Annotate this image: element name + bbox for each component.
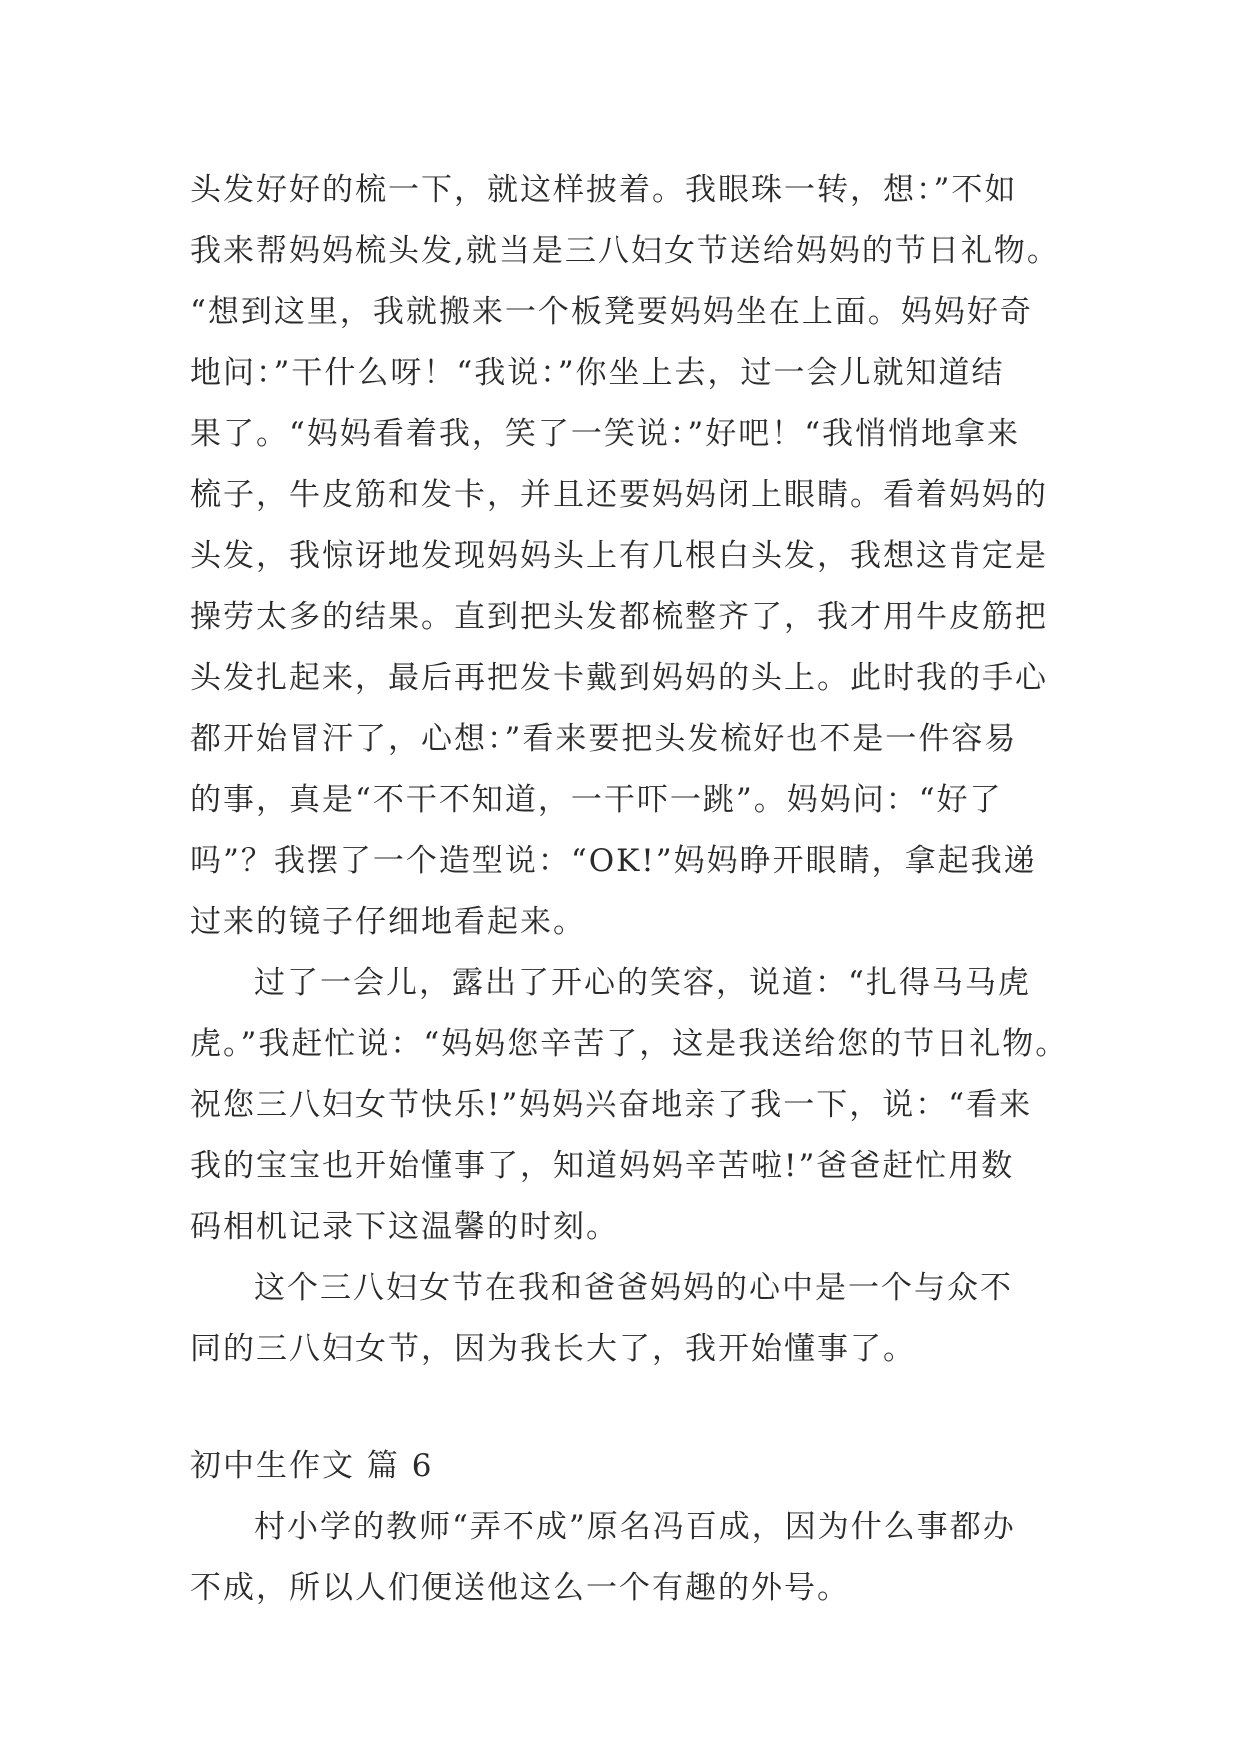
- text-line: 吗”？我摆了一个造型说：“OK!”妈妈睁开眼睛，拿起我递: [190, 843, 1037, 879]
- text-line: 梳子，牛皮筋和发卡，并且还要妈妈闭上眼睛。看着妈妈的: [190, 477, 1048, 513]
- text-line: 不成，所以人们便送他这么一个有趣的外号。: [190, 1570, 850, 1606]
- text-line: 我来帮妈妈梳头发,就当是三八妇女节送给妈妈的节日礼物。: [190, 233, 1060, 269]
- text-line: 我的宝宝也开始懂事了，知道妈妈辛苦啦!”爸爸赶忙用数: [190, 1148, 1015, 1184]
- text-line: 这个三八妇女节在我和爸爸妈妈的心中是一个与众不: [254, 1270, 1013, 1306]
- text-line: 果了。“妈妈看着我，笑了一笑说：”好吧！“我悄悄地拿来: [190, 416, 1021, 452]
- text-line: 同的三八妇女节，因为我长大了，我开始懂事了。: [190, 1331, 916, 1367]
- section-heading: 初中生作文 篇 6: [190, 1448, 434, 1484]
- text-line: 过了一会儿，露出了开心的笑容，说道：“扎得马马虎: [254, 965, 1031, 1001]
- text-line: 过来的镜子仔细地看起来。: [190, 904, 586, 940]
- text-line: 都开始冒汗了，心想：”看来要把头发梳好也不是一件容易: [190, 721, 1018, 757]
- paragraph-3: [190, 1258, 1090, 1380]
- text-line: 祝您三八妇女节快乐!”妈妈兴奋地亲了我一下，说：“看来: [190, 1087, 1033, 1123]
- text-line: 头发扎起来，最后再把发卡戴到妈妈的头上。此时我的手心: [190, 660, 1048, 696]
- text-line: 村小学的教师“弄不成”原名冯百成，因为什么事都办: [254, 1509, 1016, 1545]
- paragraph-2: [190, 953, 1090, 1258]
- text-line: “想到这里，我就搬来一个板凳要妈妈坐在上面。妈妈好奇: [190, 294, 1033, 330]
- text-line: 虎。”我赶忙说：“妈妈您辛苦了，这是我送给您的节日礼物。: [190, 1026, 1069, 1062]
- text-line: 头发，我惊讶地发现妈妈头上有几根白头发，我想这肯定是: [190, 538, 1048, 574]
- text-line: 的事，真是“不干不知道，一干吓一跳”。妈妈问：“好了: [190, 782, 1003, 818]
- text-line: 头发好好的梳一下，就这样披着。我眼珠一转，想：”不如: [190, 172, 1018, 208]
- text-line: 操劳太多的结果。直到把头发都梳整齐了，我才用牛皮筋把: [190, 599, 1048, 635]
- paragraph-1: [190, 160, 1090, 953]
- document-body: [190, 160, 1090, 1619]
- text-line: 码相机记录下这温馨的时刻。: [190, 1209, 619, 1245]
- text-line: 地问：”干什么呀！“我说：”你坐上去，过一会儿就知道结: [190, 355, 1005, 391]
- section-6: [190, 1436, 1090, 1619]
- section-spacer: [190, 1380, 1090, 1436]
